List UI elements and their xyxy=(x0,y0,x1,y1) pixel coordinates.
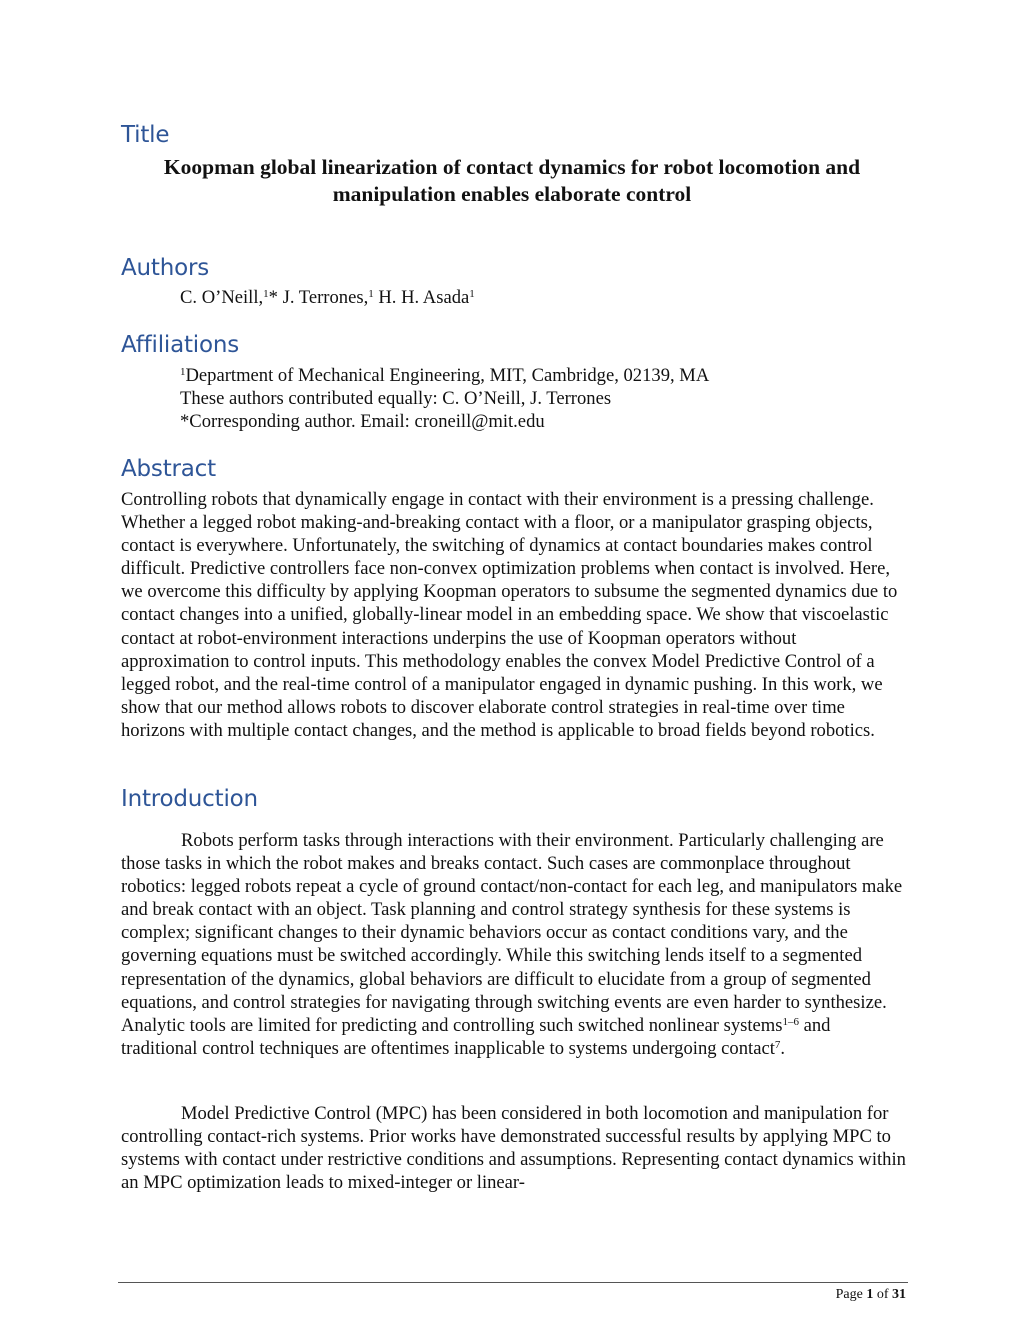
citation-1-6: 1–6 xyxy=(782,1015,799,1028)
author-terrones: J. Terrones, xyxy=(282,287,369,308)
author-oneill: C. O’Neill, xyxy=(180,287,264,308)
footer-page-word: Page xyxy=(835,1287,867,1302)
introduction-paragraph-1 xyxy=(121,829,907,1060)
intro-p1-text-a: Robots perform tasks through interactions with their environment. Particularly challenging are those tasks in which the robot makes and breaks contact. Such cases are commonplace throughout robotics: legged robots repeat a cycle of ground contact/non-contact for each leg, and manipulators make and break contact with an object. Task planning and control strategy synthesis for these systems is complex; significant changes to their dynamic behaviors occur as contact conditions vary, and the governing equations must be switched accordingly. While this switching lends itself to a segmented representation of the dynamics, global behaviors are difficult to elucidate from a group of segmented equations, and control strategies for navigating through switching events are even harder to synthesize. Analytic tools are limited for predicting and controlling such switched nonlinear systems xyxy=(121,830,903,1036)
abstract-heading: Abstract xyxy=(121,456,216,482)
introduction-paragraph-2: Model Predictive Control (MPC) has been considered in both locomotion and manipulation for controlling contact-rich systems. Prior works have demonstrated successful results by applying MPC to systems with contact under restrictive conditions and assumptions. Representing contact dynamics within an MPC optimization leads to mixed-integer or linear- xyxy=(121,1103,906,1194)
author-oneill-mark: * xyxy=(268,287,283,308)
intro-p1-text-b: and traditional control techniques are oftentimes inapplicable to systems undergoing contact xyxy=(121,1014,831,1059)
corresponding-author-note: *Corresponding author. Email: croneill@mit.edu xyxy=(180,411,545,432)
abstract-text: Controlling robots that dynamically engage in contact with their environment is a pressing challenge. Whether a legged robot making-and-breaking contact with a floor, or a manipulator grasping objects, contact is everywhere. Unfortunately, the switching of dynamics at contact boundaries makes control difficult. Predictive controllers face non-convex optimization problems when contact is involved. Here, we overcome this difficulty by applying Koopman operators to subsume the segmented dynamics due to contact changes into a unified, globally-linear model in an embedding space. We show that viscoelastic contact at robot-environment interactions underpins the use of Koopman operators without approximation to control inputs. This methodology enables the convex Model Predictive Control of a legged robot, and the real-time control of a manipulator engaged in dynamic pushing. In this work, we show that our method allows robots to discover elaborate control strategies in real-time over time horizons with multiple contact changes, and the method is applicable to broad fields beyond robotics. xyxy=(121,489,898,741)
affiliations-heading: Affiliations xyxy=(121,332,240,358)
affiliation-department xyxy=(180,364,709,387)
citation-7: 7 xyxy=(774,1038,781,1051)
intro-p1-text-c: . xyxy=(780,1037,786,1059)
page-footer xyxy=(836,1287,906,1303)
paper-title: Koopman global linearization of contact dynamics for robot locomotion and manipulation enables elaborate control xyxy=(163,155,861,206)
footer-page-number: 1 xyxy=(866,1287,874,1302)
author-terrones-affiliation: 1 xyxy=(368,288,374,300)
author-oneill-affiliation: 1 xyxy=(263,288,269,300)
footer-page-total: 31 xyxy=(892,1287,906,1302)
author-asada-affiliation: 1 xyxy=(469,288,475,300)
author-list xyxy=(180,286,475,309)
introduction-heading: Introduction xyxy=(121,786,258,812)
footer-rule xyxy=(118,1282,908,1283)
affiliation-department-text: Department of Mechanical Engineering, MIT, Cambridge, 02139, MA xyxy=(185,365,710,386)
equal-contribution-note: These authors contributed equally: C. O’Neill, J. Terrones xyxy=(180,388,612,409)
author-asada: H. H. Asada xyxy=(373,287,470,308)
title-heading: Title xyxy=(121,122,170,148)
authors-heading: Authors xyxy=(121,255,210,281)
footer-of-word: of xyxy=(873,1287,892,1302)
affiliation-number: 1 xyxy=(180,366,186,378)
